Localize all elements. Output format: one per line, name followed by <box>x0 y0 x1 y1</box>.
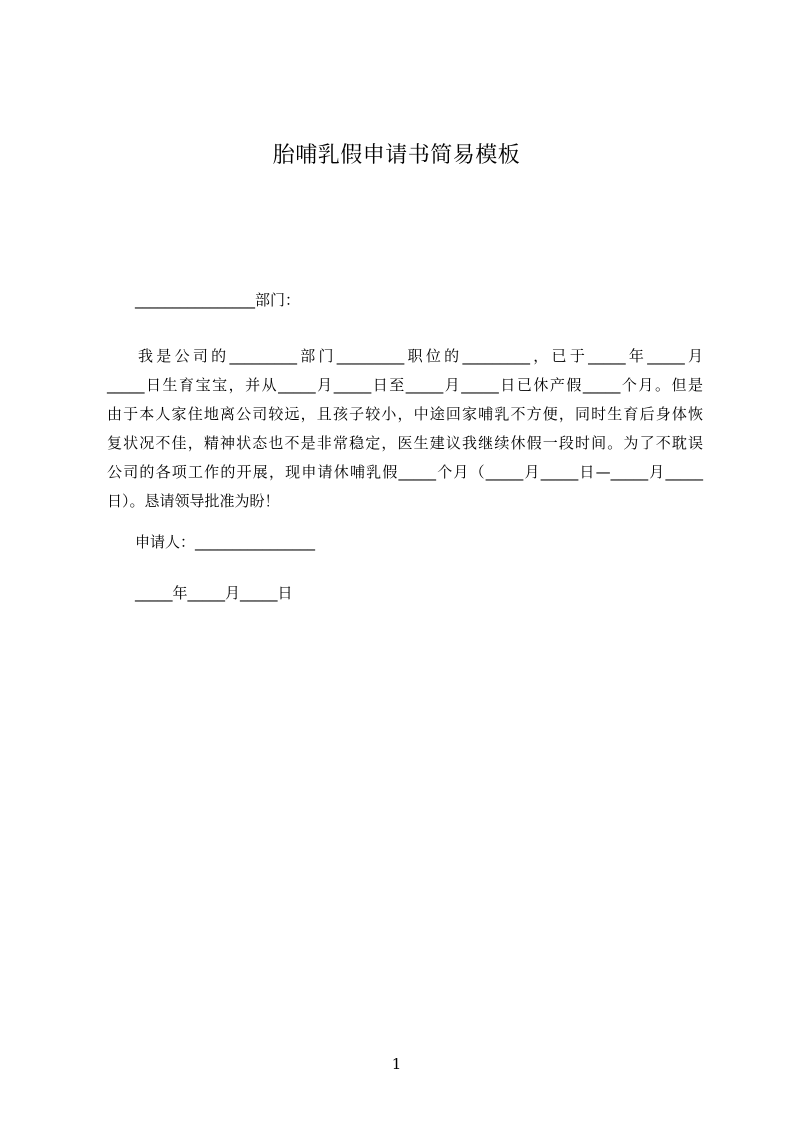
document-title: 胎哺乳假申请书简易模板 <box>272 143 521 168</box>
page-number: 1 <box>391 1055 402 1073</box>
salutation-line: ________________部门： <box>135 291 301 309</box>
body-line-2: _____日生育宝宝，并从_____月_____日至_____月_____日已休产假_____个月。但是 <box>107 376 703 394</box>
applicant-line: 申请人：________________ <box>135 533 316 551</box>
date-line: _____年_____月_____日 <box>135 584 293 602</box>
body-line-6: 日）。恳请领导批准为盼！ <box>107 492 280 510</box>
body-line-3: 由于本人家住地离公司较远，且孩子较小，中途回家哺乳不方便，同时生育后身体恢 <box>107 405 703 423</box>
body-paragraph <box>107 342 703 516</box>
body-line-5: 公司的各项工作的开展，现申请休哺乳假_____个月（_____月_____日—_____月_____ <box>107 463 703 481</box>
body-line-4: 复状况不佳，精神状态也不是非常稳定，医生建议我继续休假一段时间。为了不耽误 <box>107 434 703 452</box>
body-line-1: 我是公司的_________部门_________职位的_________，已于_____年_____月 <box>138 347 703 365</box>
